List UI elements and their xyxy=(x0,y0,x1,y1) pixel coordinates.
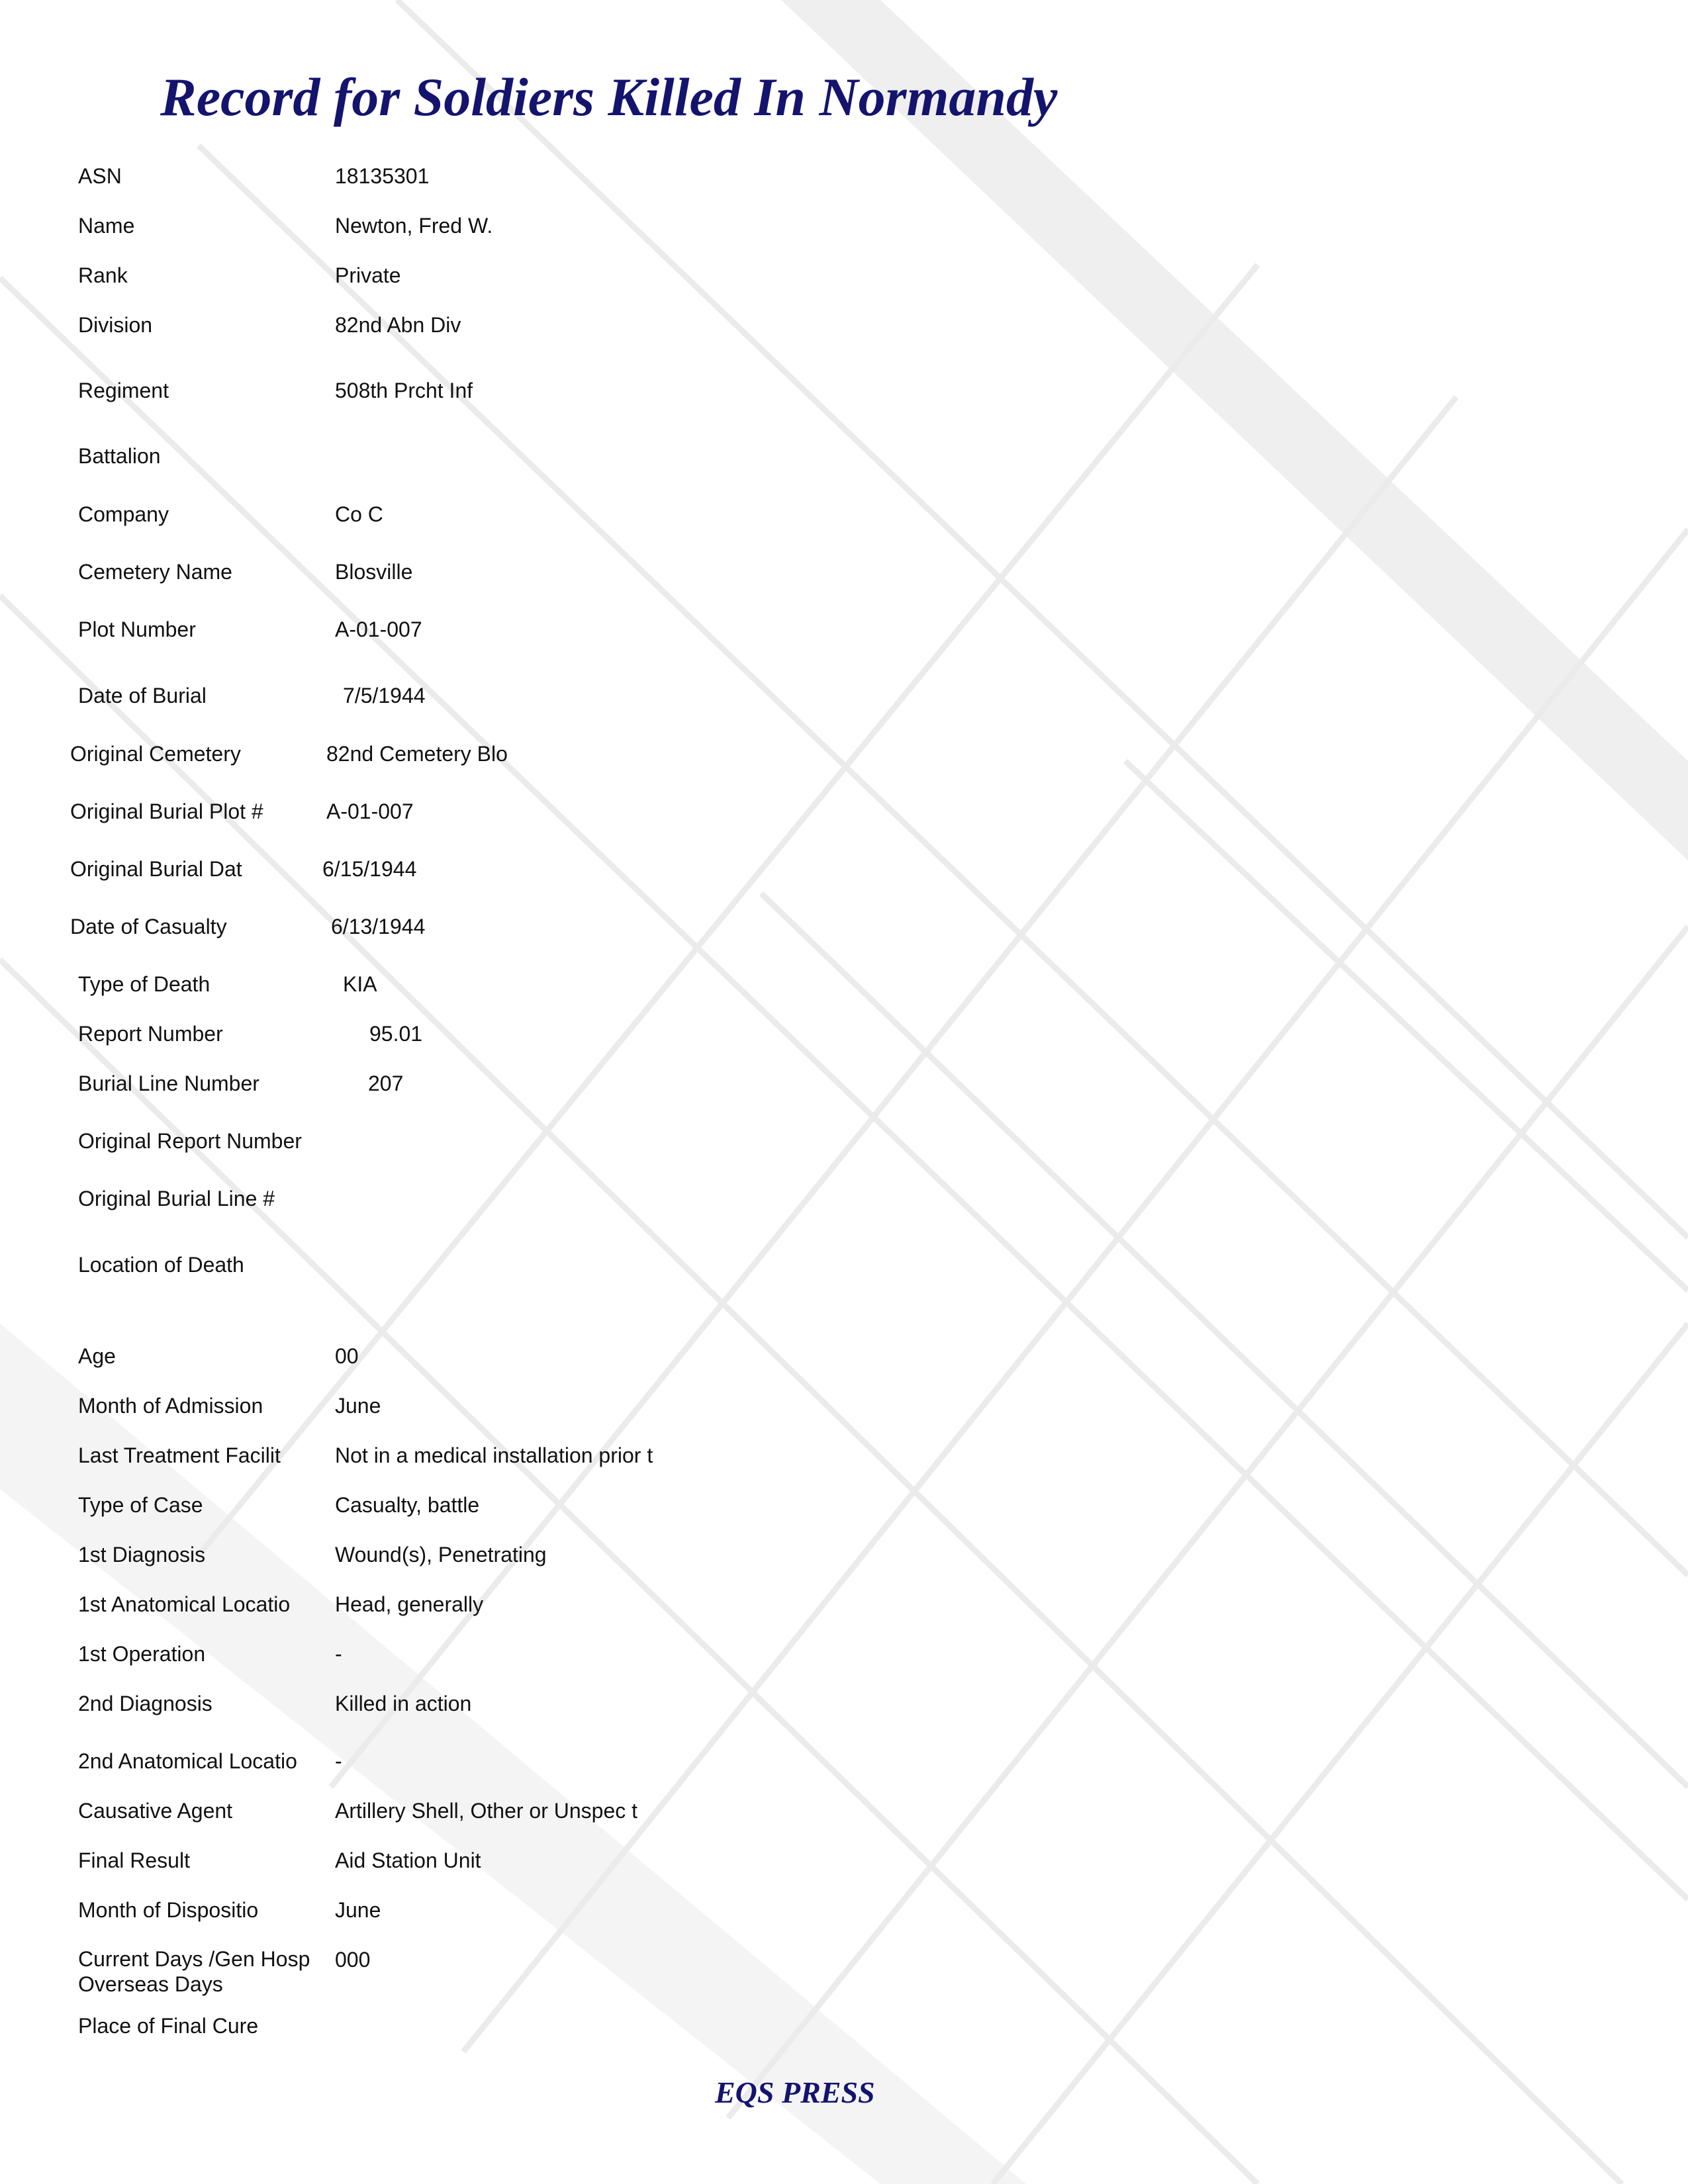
document-title: Record for Soldiers Killed In Normandy xyxy=(160,67,1058,127)
field-regiment xyxy=(0,377,1688,410)
field-value: 82nd Abn Div xyxy=(335,313,461,337)
field-label: Type of Death xyxy=(78,972,211,996)
field-value: 6/13/1944 xyxy=(331,915,426,938)
field-age xyxy=(0,1343,1688,1376)
field-value: 00 xyxy=(335,1344,359,1368)
field-date-of-burial xyxy=(0,682,1688,715)
field-value: KIA xyxy=(343,972,377,996)
field-original-burial-plot xyxy=(0,798,1688,831)
field-label: Date of Burial xyxy=(78,684,207,707)
field-original-burial-date xyxy=(0,856,1688,889)
field-label: Battalion xyxy=(78,444,161,468)
field-value: June xyxy=(335,1394,381,1418)
field-value: Co C xyxy=(335,502,383,526)
field-label: Place of Final Cure xyxy=(78,2014,259,2038)
field-label: 2nd Anatomical Locatio xyxy=(78,1749,297,1773)
field-label: Location of Death xyxy=(78,1253,244,1277)
field-label: 1st Operation xyxy=(78,1642,206,1666)
field-label: 2nd Diagnosis xyxy=(78,1692,212,1715)
field-value: Casualty, battle xyxy=(335,1493,480,1517)
field-value: 95.01 xyxy=(369,1022,423,1046)
field-asn xyxy=(0,163,1688,196)
field-label: Age xyxy=(78,1344,116,1368)
field-label: Last Treatment Facilit xyxy=(78,1443,281,1467)
field-original-report-number xyxy=(0,1128,1688,1161)
field-label: Cemetery Name xyxy=(78,560,232,584)
field-2nd-diagnosis xyxy=(0,1690,1688,1723)
field-label: Final Result xyxy=(78,1848,190,1872)
field-2nd-anatomical-location xyxy=(0,1748,1688,1781)
field-type-of-case xyxy=(0,1492,1688,1525)
field-1st-operation xyxy=(0,1641,1688,1674)
field-label: Date of Casualty xyxy=(70,915,227,938)
field-month-of-disposition xyxy=(0,1897,1688,1930)
field-battalion xyxy=(0,443,1688,476)
field-value: Wound(s), Penetrating xyxy=(335,1543,547,1567)
field-company xyxy=(0,501,1688,534)
field-label: Report Number xyxy=(78,1022,223,1046)
field-label: 1st Anatomical Locatio xyxy=(78,1592,291,1616)
publisher-footer: EQS PRESS xyxy=(715,2075,875,2109)
field-label: 1st Diagnosis xyxy=(78,1543,206,1567)
field-value: 6/15/1944 xyxy=(322,857,417,881)
field-month-of-admission xyxy=(0,1392,1688,1426)
field-value: 207 xyxy=(368,1071,404,1095)
field-1st-diagnosis xyxy=(0,1541,1688,1574)
field-label: Month of Admission xyxy=(78,1394,263,1418)
field-value: 000 xyxy=(335,1948,371,1972)
field-type-of-death xyxy=(0,971,1688,1004)
field-original-burial-line xyxy=(0,1185,1688,1218)
field-label: Name xyxy=(78,214,135,238)
field-final-result xyxy=(0,1847,1688,1880)
field-label: Month of Dispositio xyxy=(78,1898,259,1922)
field-date-of-casualty xyxy=(0,913,1688,946)
field-label: Division xyxy=(78,313,153,337)
field-location-of-death xyxy=(0,1251,1688,1285)
field-label: Burial Line Number xyxy=(78,1071,259,1095)
field-rank xyxy=(0,262,1688,295)
field-label: Plot Number xyxy=(78,617,196,641)
field-value: Newton, Fred W. xyxy=(335,214,493,238)
field-value: Blosville xyxy=(335,560,413,584)
field-label: Original Burial Line # xyxy=(78,1187,275,1210)
field-label: Type of Case xyxy=(78,1493,203,1517)
field-report-number xyxy=(0,1021,1688,1054)
field-label: Current Days /Gen Hosp Overseas Days xyxy=(78,1947,310,1996)
field-name xyxy=(0,212,1688,246)
field-division xyxy=(0,312,1688,345)
field-label: Original Burial Dat xyxy=(70,857,242,881)
field-value: Aid Station Unit xyxy=(335,1848,481,1872)
field-value: Private xyxy=(335,263,401,287)
field-value: A-01-007 xyxy=(335,617,422,641)
field-value: 18135301 xyxy=(335,164,430,188)
field-value: 508th Prcht Inf xyxy=(335,379,473,402)
field-label: ASN xyxy=(78,164,122,188)
field-causative-agent xyxy=(0,1797,1688,1831)
field-value: - xyxy=(335,1642,342,1666)
field-value: Killed in action xyxy=(335,1692,472,1715)
field-label: Original Cemetery xyxy=(70,742,241,766)
field-value: A-01-007 xyxy=(326,799,414,823)
field-value: Artillery Shell, Other or Unspec t xyxy=(335,1799,638,1823)
field-value: Head, generally xyxy=(335,1592,484,1616)
field-label: Company xyxy=(78,502,169,526)
field-label: Original Report Number xyxy=(78,1129,302,1153)
field-cemetery-name xyxy=(0,559,1688,592)
field-1st-anatomical-location xyxy=(0,1591,1688,1624)
field-label: Causative Agent xyxy=(78,1799,233,1823)
field-original-cemetery xyxy=(0,741,1688,774)
field-label: Regiment xyxy=(78,379,169,402)
field-value: 7/5/1944 xyxy=(343,684,426,707)
field-value: - xyxy=(335,1749,342,1773)
field-label: Original Burial Plot # xyxy=(70,799,263,823)
field-plot-number xyxy=(0,616,1688,649)
field-last-treatment-facility xyxy=(0,1442,1688,1475)
field-current-days xyxy=(0,1946,1688,1999)
field-value: June xyxy=(335,1898,381,1922)
field-place-of-final-cure xyxy=(0,2013,1688,2046)
field-value: 82nd Cemetery Blo xyxy=(326,742,508,766)
field-label: Rank xyxy=(78,263,128,287)
field-burial-line-number xyxy=(0,1070,1688,1103)
field-value: Not in a medical installation prior t xyxy=(335,1443,653,1467)
